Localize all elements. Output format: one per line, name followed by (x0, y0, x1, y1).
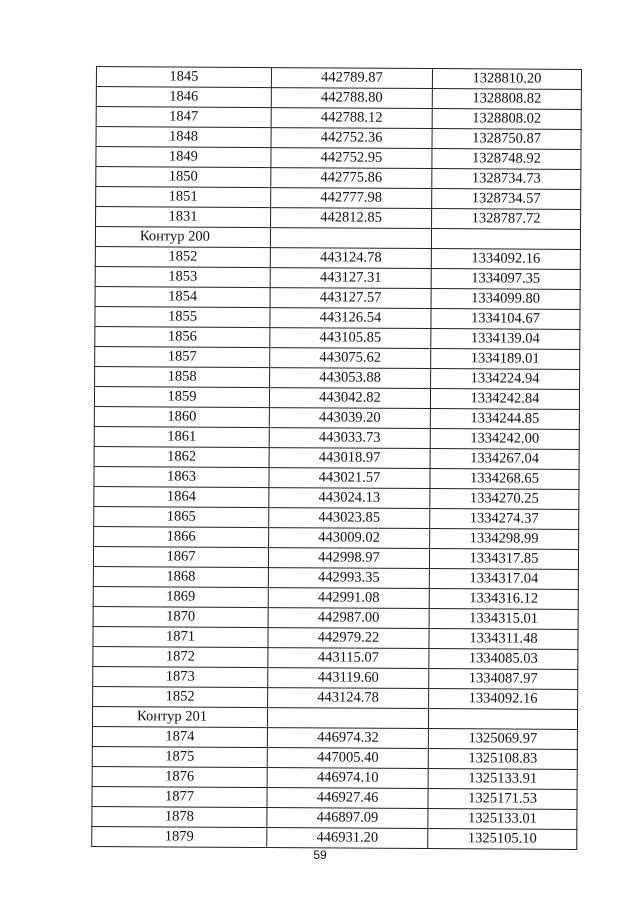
x-coordinate-cell (267, 708, 428, 729)
y-coordinate-cell: 1328734.73 (432, 169, 581, 190)
table-row (92, 726, 577, 749)
x-coordinate-cell: 446931.20 (267, 828, 428, 849)
table-row (92, 786, 577, 809)
y-coordinate-cell: 1334092.16 (431, 249, 580, 270)
y-coordinate-cell: 1334267.04 (430, 449, 579, 470)
y-coordinate-cell: 1334268.65 (430, 469, 579, 490)
y-coordinate-cell: 1334092.16 (429, 689, 578, 710)
y-coordinate-cell: 1325171.53 (428, 789, 577, 810)
x-coordinate-cell: 442998.97 (268, 548, 429, 569)
coordinates-table-wrapper (91, 66, 578, 850)
x-coordinate-cell: 443075.62 (270, 348, 431, 369)
x-coordinate-cell: 442752.36 (271, 128, 432, 149)
point-number-cell: 1851 (96, 187, 271, 208)
y-coordinate-cell: 1334274.37 (430, 509, 579, 530)
point-number-cell: 1852 (95, 246, 270, 267)
x-coordinate-cell: 443124.78 (268, 688, 429, 709)
point-number-cell: 1871 (93, 626, 268, 647)
page-number: 59 (313, 848, 327, 862)
y-coordinate-cell: 1325069.97 (428, 729, 577, 750)
x-coordinate-cell: 443124.78 (270, 248, 431, 269)
point-number-cell: 1861 (94, 426, 269, 447)
y-coordinate-cell: 1325133.91 (428, 769, 577, 790)
table-row (96, 187, 581, 210)
table-row (94, 486, 579, 509)
table-row (94, 466, 579, 489)
y-coordinate-cell: 1334099.80 (431, 289, 580, 310)
x-coordinate-cell: 443018.97 (269, 448, 430, 469)
point-number-cell: 1846 (96, 87, 271, 108)
contour-label: Контур 200 (95, 227, 270, 248)
point-number-cell: 1854 (95, 286, 270, 307)
table-row (95, 286, 580, 309)
table-row (95, 266, 580, 289)
y-coordinate-cell: 1334311.48 (429, 629, 578, 650)
point-number-cell: 1857 (95, 346, 270, 367)
coordinates-table (91, 66, 582, 850)
x-coordinate-cell: 443042.82 (269, 388, 430, 409)
point-number-cell: 1853 (95, 266, 270, 287)
table-row (96, 147, 581, 170)
point-number-cell: 1875 (92, 746, 267, 767)
point-number-cell: 1831 (96, 207, 271, 228)
y-coordinate-cell: 1328808.82 (432, 89, 581, 110)
y-coordinate-cell: 1334242.00 (430, 429, 579, 450)
point-number-cell: 1860 (94, 406, 269, 427)
y-coordinate-cell: 1334315.01 (429, 609, 578, 630)
table-row (93, 666, 578, 689)
table-row (95, 346, 580, 369)
x-coordinate-cell: 442777.98 (271, 188, 432, 209)
point-number-cell: 1856 (95, 326, 270, 347)
y-coordinate-cell: 1334316.12 (429, 589, 578, 610)
table-row (92, 746, 577, 769)
y-coordinate-cell: 1328748.92 (432, 149, 581, 170)
point-number-cell: 1866 (94, 526, 269, 547)
table-row (92, 806, 577, 829)
x-coordinate-cell: 442993.35 (268, 568, 429, 589)
x-coordinate-cell: 443053.88 (270, 368, 431, 389)
point-number-cell: 1867 (93, 546, 268, 567)
y-coordinate-cell: 1334104.67 (431, 309, 580, 330)
table-row (94, 426, 579, 449)
y-coordinate-cell: 1334298.99 (430, 529, 579, 550)
table-row (95, 366, 580, 389)
table-row (96, 107, 581, 130)
y-coordinate-cell: 1325133.01 (428, 809, 577, 830)
y-coordinate-cell: 1328808.02 (432, 109, 581, 130)
point-number-cell: 1864 (94, 486, 269, 507)
point-number-cell: 1876 (92, 766, 267, 787)
x-coordinate-cell: 442752.95 (271, 148, 432, 169)
table-row (94, 386, 579, 409)
table-row (93, 646, 578, 669)
point-number-cell: 1863 (94, 466, 269, 487)
table-row (96, 127, 581, 150)
table-row (94, 406, 579, 429)
table-row (93, 586, 578, 609)
x-coordinate-cell: 443115.07 (268, 648, 429, 669)
point-number-cell: 1855 (95, 306, 270, 327)
x-coordinate-cell: 443021.57 (269, 468, 430, 489)
x-coordinate-cell: 442788.12 (271, 108, 432, 129)
y-coordinate-cell: 1334097.35 (431, 269, 580, 290)
x-coordinate-cell: 446974.32 (267, 728, 428, 749)
y-coordinate-cell: 1334189.01 (431, 349, 580, 370)
y-coordinate-cell: 1334317.04 (429, 569, 578, 590)
y-coordinate-cell (428, 709, 577, 730)
x-coordinate-cell: 442812.85 (271, 208, 432, 229)
table-row (94, 506, 579, 529)
coordinates-table-body (92, 67, 582, 850)
table-row (96, 167, 581, 190)
y-coordinate-cell: 1328787.72 (432, 209, 581, 230)
y-coordinate-cell (431, 229, 580, 250)
point-number-cell: 1878 (92, 806, 267, 827)
point-number-cell: 1850 (96, 167, 271, 188)
x-coordinate-cell: 443009.02 (269, 528, 430, 549)
x-coordinate-cell: 443126.54 (270, 308, 431, 329)
point-number-cell: 1868 (93, 566, 268, 587)
point-number-cell: 1862 (94, 446, 269, 467)
y-coordinate-cell: 1334085.03 (429, 649, 578, 670)
x-coordinate-cell: 443033.73 (269, 428, 430, 449)
point-number-cell: 1873 (93, 666, 268, 687)
point-number-cell: 1847 (96, 107, 271, 128)
y-coordinate-cell: 1334139.04 (431, 329, 580, 350)
contour-header-row (92, 706, 577, 729)
x-coordinate-cell: 442991.08 (268, 588, 429, 609)
y-coordinate-cell: 1328750.87 (432, 129, 581, 150)
table-row (95, 326, 580, 349)
table-row (94, 446, 579, 469)
point-number-cell: 1870 (93, 606, 268, 627)
point-number-cell: 1858 (95, 366, 270, 387)
y-coordinate-cell: 1334270.25 (430, 489, 579, 510)
point-number-cell: 1879 (92, 826, 267, 847)
y-coordinate-cell: 1334087.97 (429, 669, 578, 690)
y-coordinate-cell: 1328734.57 (432, 189, 581, 210)
y-coordinate-cell: 1328810.20 (432, 69, 581, 90)
table-row (96, 207, 581, 230)
point-number-cell: 1845 (96, 67, 271, 88)
y-coordinate-cell: 1334317.85 (429, 549, 578, 570)
point-number-cell: 1869 (93, 586, 268, 607)
x-coordinate-cell: 442979.22 (268, 628, 429, 649)
x-coordinate-cell: 443024.13 (269, 488, 430, 509)
table-row (96, 67, 581, 90)
point-number-cell: 1859 (94, 386, 269, 407)
contour-header-row (95, 227, 580, 250)
y-coordinate-cell: 1325108.83 (428, 749, 577, 770)
point-number-cell: 1874 (92, 726, 267, 747)
x-coordinate-cell (270, 228, 431, 249)
x-coordinate-cell: 443119.60 (268, 668, 429, 689)
point-number-cell: 1872 (93, 646, 268, 667)
table-row (93, 686, 578, 709)
table-row (92, 826, 577, 849)
x-coordinate-cell: 442987.00 (268, 608, 429, 629)
point-number-cell: 1848 (96, 127, 271, 148)
x-coordinate-cell: 443105.85 (270, 328, 431, 349)
table-row (95, 246, 580, 269)
y-coordinate-cell: 1334244.85 (430, 409, 579, 430)
table-row (93, 546, 578, 569)
table-row (92, 766, 577, 789)
point-number-cell: 1852 (93, 686, 268, 707)
x-coordinate-cell: 447005.40 (267, 748, 428, 769)
x-coordinate-cell: 443127.31 (270, 268, 431, 289)
x-coordinate-cell: 443127.57 (270, 288, 431, 309)
x-coordinate-cell: 443023.85 (269, 508, 430, 529)
table-row (93, 606, 578, 629)
point-number-cell: 1877 (92, 786, 267, 807)
table-row (93, 626, 578, 649)
table-row (94, 526, 579, 549)
x-coordinate-cell: 442789.87 (271, 68, 432, 89)
x-coordinate-cell: 446897.09 (267, 808, 428, 829)
x-coordinate-cell: 442788.80 (271, 88, 432, 109)
point-number-cell: 1865 (94, 506, 269, 527)
y-coordinate-cell: 1334242.84 (430, 389, 579, 410)
table-row (95, 306, 580, 329)
table-row (93, 566, 578, 589)
y-coordinate-cell: 1334224.94 (431, 369, 580, 390)
table-row (96, 87, 581, 110)
x-coordinate-cell: 446974.10 (267, 768, 428, 789)
x-coordinate-cell: 446927.46 (267, 788, 428, 809)
x-coordinate-cell: 442775.86 (271, 168, 432, 189)
point-number-cell: 1849 (96, 147, 271, 168)
x-coordinate-cell: 443039.20 (269, 408, 430, 429)
contour-label: Контур 201 (92, 706, 267, 727)
y-coordinate-cell: 1325105.10 (428, 829, 577, 850)
